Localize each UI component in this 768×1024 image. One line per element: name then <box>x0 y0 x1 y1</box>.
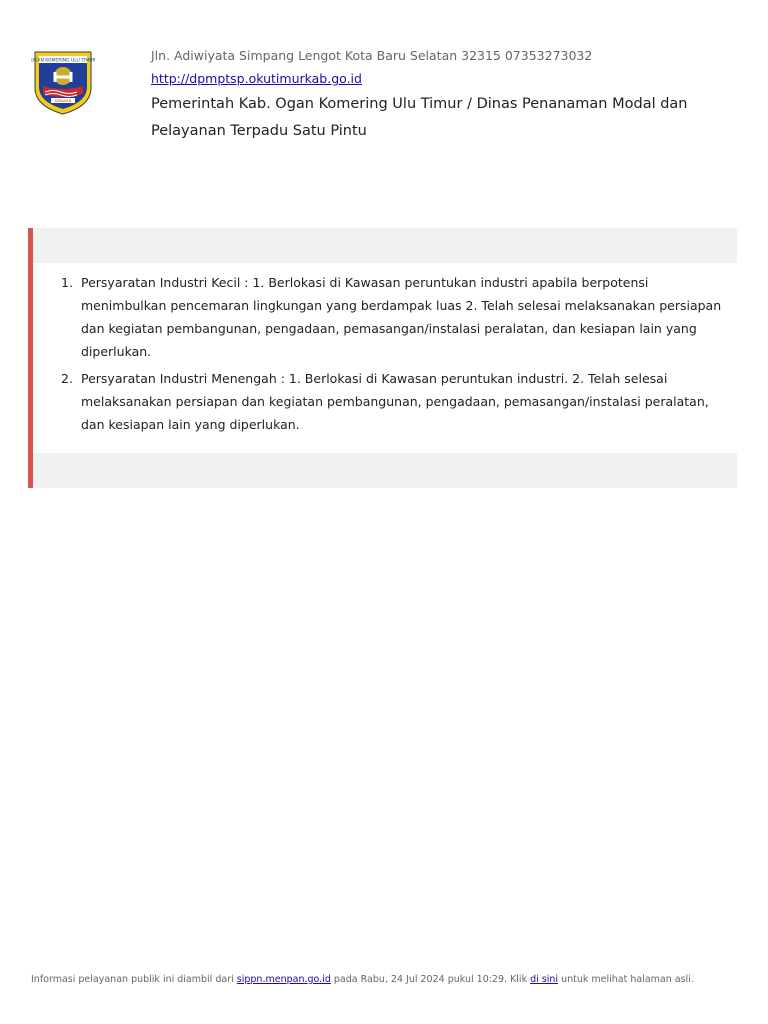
footer-middle: pada Rabu, 24 Jul 2024 pukul 10:29. Klik <box>333 974 528 985</box>
source-link[interactable]: sippn.menpan.go.id <box>236 974 331 985</box>
website-link[interactable]: http://dpmptsp.okutimurkab.go.id <box>151 71 362 86</box>
footer-prefix: Informasi pelayanan publik ini diambil dari <box>31 974 234 985</box>
list-item-text: Persyaratan Industri Kecil : 1. Berlokasi di Kawasan peruntukan industri apabila berpotensi menimbulkan pencemaran lingkungan yang berdampak luas 2. Telah selesai melaksanakan persiapan dan kegiatan pembangunan, pengadaan, pemasangan/instalasi peralatan, dan kesiapan lain yang diperlukan. <box>81 275 722 359</box>
card-footer-band <box>33 453 737 488</box>
page-footer <box>31 972 751 988</box>
requirements-list <box>33 263 737 453</box>
organization-name: Pemerintah Kab. Ogan Komering Ulu Timur / Dinas Penanaman Modal dan Pelayanan Terpadu Satu Pintu <box>151 96 688 139</box>
requirements-card <box>28 228 737 488</box>
list-item <box>61 271 725 363</box>
svg-text:OGAN KOMERING ULU TIMUR: OGAN KOMERING ULU TIMUR <box>31 58 95 64</box>
list-item-number: 1. <box>61 275 73 290</box>
page-header <box>151 47 741 145</box>
government-logo <box>31 48 95 116</box>
list-item-number: 2. <box>61 371 73 386</box>
crest-icon <box>31 48 95 116</box>
footer-suffix: untuk melihat halaman asli. <box>561 974 694 985</box>
list-item <box>61 367 725 436</box>
svg-text:SERASAN: SERASAN <box>54 99 72 103</box>
card-header-band <box>33 228 737 263</box>
list-item-text: Persyaratan Industri Menengah : 1. Berlokasi di Kawasan peruntukan industri. 2. Telah selesai melaksanakan persiapan dan kegiatan pembangunan, pengadaan, pemasangan/instalasi peralatan, dan kesiapan lain yang diperlukan. <box>81 371 709 432</box>
office-address: Jln. Adiwiyata Simpang Lengot Kota Baru Selatan 32315 07353273032 <box>151 48 593 63</box>
original-page-link[interactable]: di sini <box>530 974 559 985</box>
